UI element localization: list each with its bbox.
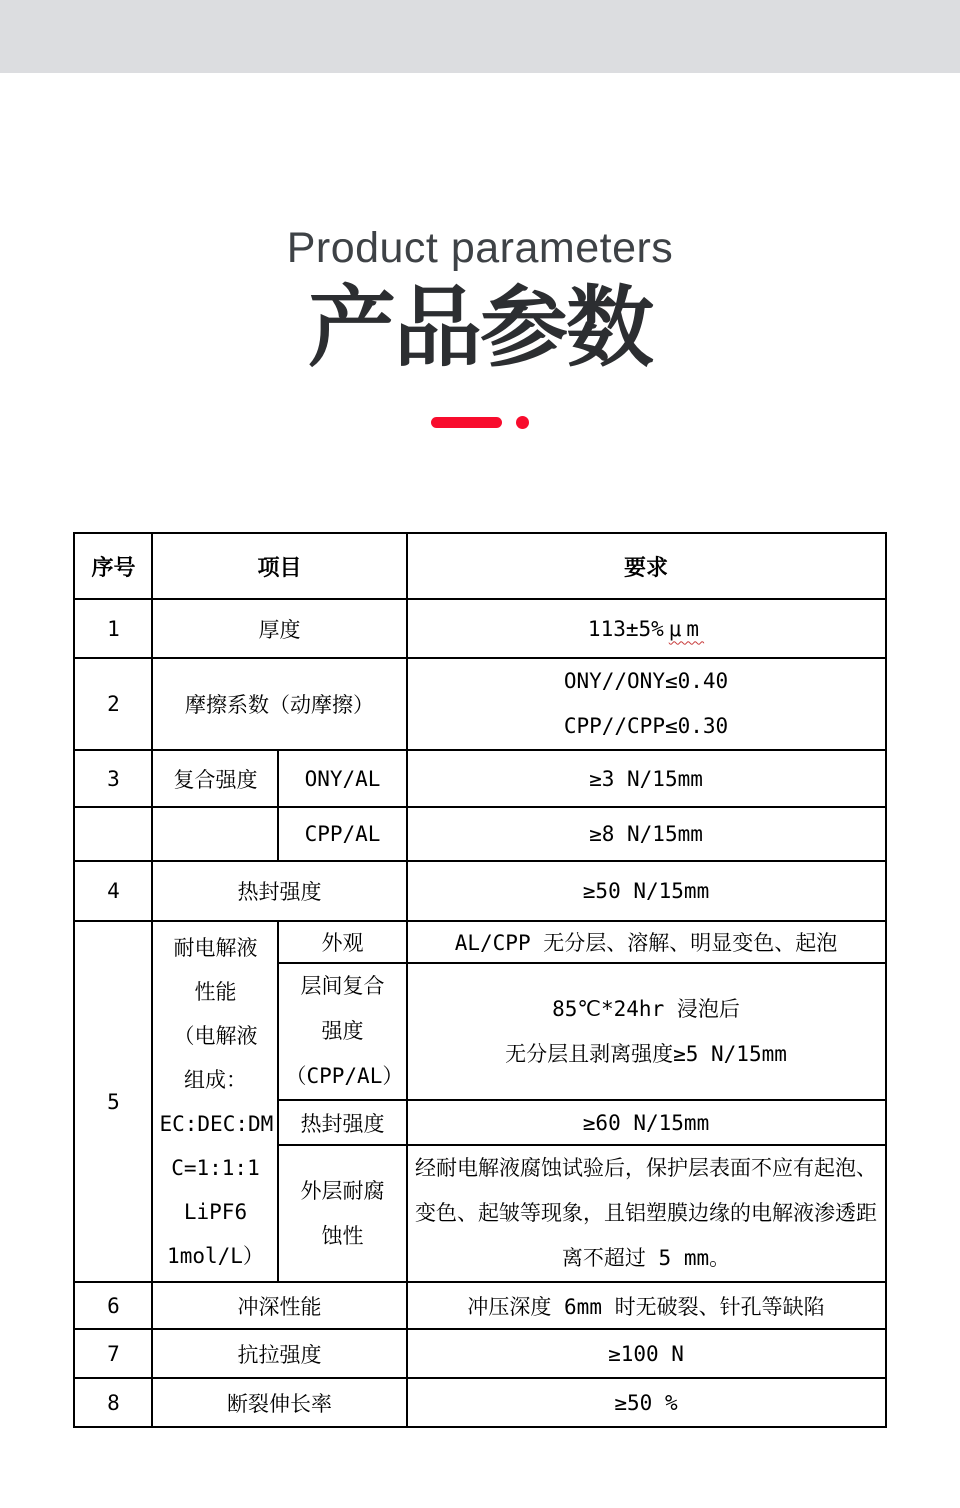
cell-item: 断裂伸长率 [152,1378,406,1427]
cell-subitem [278,963,406,1100]
cell-subitem: CPP/AL [278,807,406,861]
subitem-line: 外层耐腐 [300,1178,385,1203]
req-value: 113±5% [587,616,664,641]
row-lamination-cpp [74,807,885,861]
row-thickness [74,599,885,658]
item-line: 组成： [183,1067,247,1092]
cell-no: 7 [74,1329,152,1378]
req-line: ONY//ONY≤0.40 [563,669,729,693]
item-line: EC:DEC:DM [159,1111,274,1136]
item-line: C=1:1:1 [171,1155,260,1180]
item-line: 耐电解液 [173,935,258,960]
cell-req: ≥3 N/15mm [407,750,886,807]
cell-req: ≥8 N/15mm [407,807,886,861]
row-friction [74,658,885,750]
cell-no [74,807,152,861]
item-line: （电解液 [173,1023,258,1048]
row-electrolyte-appearance [74,921,885,963]
product-parameters-table [73,532,886,1428]
cell-no: 4 [74,861,152,921]
cell-subitem [278,1145,406,1282]
req-line: 变色、起皱等现象，且铝塑膜边缘的电解液渗透距 [415,1201,877,1225]
item-line: 1mol/L） [167,1243,264,1268]
item-line: LiPF6 [183,1199,248,1224]
item-line: 性能 [194,979,237,1004]
cell-req [407,599,886,658]
cell-item [152,807,278,861]
cell-item: 抗拉强度 [152,1329,406,1378]
cell-subitem: ONY/AL [278,750,406,807]
cell-item: 冲深性能 [152,1282,406,1329]
divider-dot-icon [516,416,529,429]
cell-no: 6 [74,1282,152,1329]
title-divider [0,416,960,429]
cell-no: 8 [74,1378,152,1427]
cell-item-electrolyte [152,921,278,1282]
cell-no: 1 [74,599,152,658]
subitem-line: 层间复合 [300,974,385,998]
col-header-no: 序号 [74,533,152,599]
cell-req: ≥50 N/15mm [407,861,886,921]
col-header-item: 项目 [152,533,406,599]
top-banner [0,0,960,73]
cell-req: ≥50 % [407,1378,886,1427]
cell-no: 5 [74,921,152,1282]
req-line: 无分层且剥离强度≥5 N/15mm [505,1041,787,1066]
col-header-req: 要求 [407,533,886,599]
cell-subitem: 热封强度 [278,1100,406,1145]
req-line: CPP//CPP≤0.30 [563,714,729,738]
cell-item: 热封强度 [152,861,406,921]
cell-no: 2 [74,658,152,750]
subitem-line: （CPP/AL） [285,1064,404,1088]
row-elongation [74,1378,885,1427]
divider-bar-icon [431,417,502,428]
cell-no: 3 [74,750,152,807]
row-heat-seal [74,861,885,921]
cell-req: AL/CPP 无分层、溶解、明显变色、起泡 [407,921,886,963]
subitem-line: 蚀性 [321,1223,364,1248]
req-unit-spellcheck: μm [668,616,705,641]
cell-req: ≥100 N [407,1329,886,1378]
section-header [0,226,960,429]
cell-subitem: 外观 [278,921,406,963]
page-title-cn: 产品参数 [307,278,652,377]
req-line: 经耐电解液腐蚀试验后，保护层表面不应有起泡、 [415,1156,877,1180]
table-header-row [74,533,885,599]
subitem-line: 强度 [321,1019,364,1043]
req-line: 85℃*24hr 浸泡后 [552,996,740,1021]
page-title-en: Product parameters [286,224,674,272]
cell-req: ≥60 N/15mm [407,1100,886,1145]
cell-item: 厚度 [152,599,406,658]
cell-req [407,1145,886,1282]
cell-item: 摩擦系数（动摩擦） [152,658,406,750]
cell-req [407,658,886,750]
req-line: 离不超过 5 mm。 [561,1246,731,1270]
row-deep-draw [74,1282,885,1329]
cell-item: 复合强度 [152,750,278,807]
cell-req: 冲压深度 6mm 时无破裂、针孔等缺陷 [407,1282,886,1329]
row-tensile [74,1329,885,1378]
cell-req [407,963,886,1100]
row-lamination-ony [74,750,885,807]
